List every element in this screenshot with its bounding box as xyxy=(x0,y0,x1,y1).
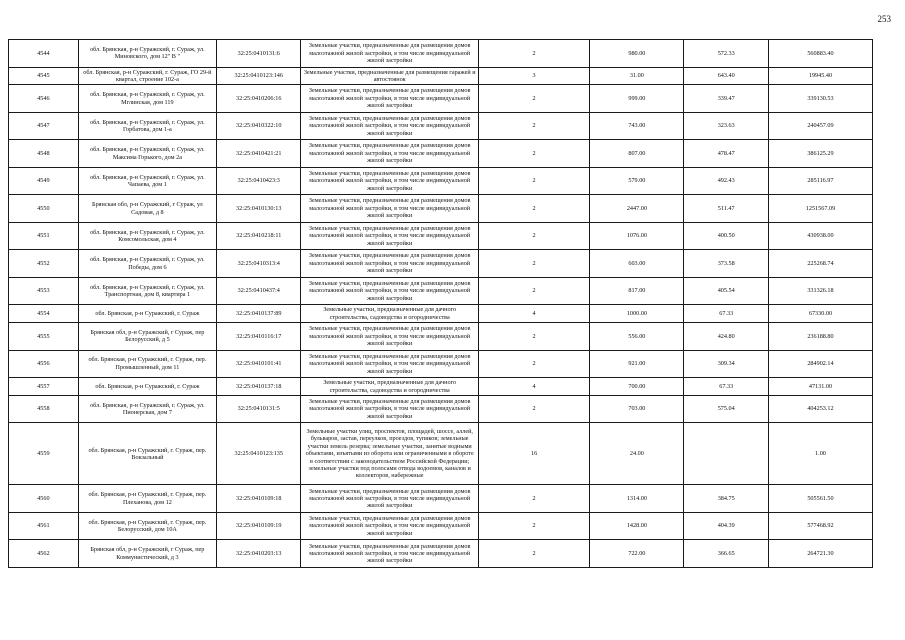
cadastral-value-cell: 284902.14 xyxy=(768,350,872,378)
table-row xyxy=(9,112,873,140)
use-group-cell: 2 xyxy=(478,167,589,195)
specific-value-cell: 309.34 xyxy=(684,350,768,378)
area-cell: 743.00 xyxy=(590,112,684,140)
table-row xyxy=(9,250,873,278)
table-row xyxy=(9,277,873,305)
land-use-cell: Земельные участки, предназначенные для размещения домов малоэтажной жилой застройки, в том числе индивидуальной жилой застройки xyxy=(301,40,478,68)
use-group-cell: 2 xyxy=(478,195,589,223)
table-row xyxy=(9,140,873,168)
row-number-cell: 4556 xyxy=(9,350,79,378)
row-number-cell: 4559 xyxy=(9,423,79,485)
cadastral-value-cell: 339130.53 xyxy=(768,85,872,113)
address-cell: Брянская обл, р-н Суражский, г Сураж, пер Белорусский, д 5 xyxy=(78,323,216,351)
table-row xyxy=(9,395,873,423)
specific-value-cell: 384.75 xyxy=(684,485,768,513)
use-group-cell: 2 xyxy=(478,485,589,513)
row-number-cell: 4550 xyxy=(9,195,79,223)
cadastral-value-cell: 47131.00 xyxy=(768,378,872,396)
row-number-cell: 4554 xyxy=(9,305,79,323)
cadastral-value-cell: 236188.80 xyxy=(768,323,872,351)
row-number-cell: 4555 xyxy=(9,323,79,351)
area-cell: 921.00 xyxy=(590,350,684,378)
cadastral-number-cell: 32:25:0410218:11 xyxy=(217,222,301,250)
table-row xyxy=(9,512,873,540)
cadastral-value-cell: 1251567.09 xyxy=(768,195,872,223)
row-number-cell: 4545 xyxy=(9,67,79,85)
address-cell: обл. Брянская, р-н Суражский, г. Сураж, пер. Белорусский, дом 10А xyxy=(78,512,216,540)
cadastral-number-cell: 32:25:0410137:89 xyxy=(217,305,301,323)
row-number-cell: 4552 xyxy=(9,250,79,278)
row-number-cell: 4553 xyxy=(9,277,79,305)
cadastral-number-cell: 32:25:0410109:19 xyxy=(217,512,301,540)
cadastral-number-cell: 32:25:0410109:18 xyxy=(217,485,301,513)
land-use-cell: Земельные участки, предназначенные для размещения домов малоэтажной жилой застройки, в том числе индивидуальной жилой застройки xyxy=(301,167,478,195)
cadastral-number-cell: 32:25:0410421:21 xyxy=(217,140,301,168)
specific-value-cell: 424.80 xyxy=(684,323,768,351)
specific-value-cell: 323.63 xyxy=(684,112,768,140)
area-cell: 2447.00 xyxy=(590,195,684,223)
cadastral-value-cell: 19945.40 xyxy=(768,67,872,85)
cadastral-value-cell: 1.00 xyxy=(768,423,872,485)
address-cell: обл. Брянская, р-н Суражский, г. Сураж, ул. Горбатова, дом 1-а xyxy=(78,112,216,140)
land-use-cell: Земельные участки, предназначенные для размещения домов малоэтажной жилой застройки, в том числе индивидуальной жилой застройки xyxy=(301,512,478,540)
row-number-cell: 4557 xyxy=(9,378,79,396)
table-row xyxy=(9,378,873,396)
address-cell: обл. Брянская, р-н Суражский, г. Сураж xyxy=(78,378,216,396)
use-group-cell: 2 xyxy=(478,140,589,168)
land-use-cell: Земельные участки, предназначенные для размещения домов малоэтажной жилой застройки, в том числе индивидуальной жилой застройки xyxy=(301,485,478,513)
cadastral-number-cell: 32:25:0410203:13 xyxy=(217,540,301,568)
cadastral-number-cell: 32:25:0410206:16 xyxy=(217,85,301,113)
use-group-cell: 2 xyxy=(478,350,589,378)
address-cell: обл. Брянская, р-н Суражский, г. Сураж, ул. Комсомольская, дом 4 xyxy=(78,222,216,250)
use-group-cell: 2 xyxy=(478,512,589,540)
cadastral-value-cell: 430938.00 xyxy=(768,222,872,250)
use-group-cell: 2 xyxy=(478,85,589,113)
specific-value-cell: 478.47 xyxy=(684,140,768,168)
use-group-cell: 2 xyxy=(478,540,589,568)
area-cell: 24.00 xyxy=(590,423,684,485)
use-group-cell: 2 xyxy=(478,323,589,351)
table-row xyxy=(9,85,873,113)
cadastral-value-table xyxy=(8,39,873,568)
land-use-cell: Земельные участки, предназначенные для дачного строительства, садоводства и огородничества xyxy=(301,378,478,396)
row-number-cell: 4558 xyxy=(9,395,79,423)
row-number-cell: 4544 xyxy=(9,40,79,68)
cadastral-number-cell: 32:25:0410137:18 xyxy=(217,378,301,396)
address-cell: обл. Брянская, р-н Суражский, г. Сураж, ул. Чапаева, дом 1 xyxy=(78,167,216,195)
land-use-cell: Земельные участки, предназначенные для размещения домов малоэтажной жилой застройки, в том числе индивидуальной жилой застройки xyxy=(301,222,478,250)
specific-value-cell: 339.47 xyxy=(684,85,768,113)
specific-value-cell: 643.40 xyxy=(684,67,768,85)
specific-value-cell: 492.43 xyxy=(684,167,768,195)
use-group-cell: 2 xyxy=(478,40,589,68)
table-body xyxy=(9,40,873,568)
cadastral-value-cell: 386125.29 xyxy=(768,140,872,168)
area-cell: 999.00 xyxy=(590,85,684,113)
cadastral-value-cell: 225268.74 xyxy=(768,250,872,278)
area-cell: 807.00 xyxy=(590,140,684,168)
address-cell: обл. Брянская, р-н Суражский, г. Сураж, ул. Пионерская, дом 7 xyxy=(78,395,216,423)
address-cell: обл. Брянская, р-н Суражский, г. Сураж, пер. Вокзальный xyxy=(78,423,216,485)
area-cell: 700.00 xyxy=(590,378,684,396)
cadastral-number-cell: 32:25:0410131:5 xyxy=(217,395,301,423)
land-use-cell: Земельные участки, предназначенные для размещения домов малоэтажной жилой застройки, в том числе индивидуальной жилой застройки xyxy=(301,395,478,423)
area-cell: 579.00 xyxy=(590,167,684,195)
use-group-cell: 16 xyxy=(478,423,589,485)
address-cell: обл. Брянская, р-н Суражский, г. Сураж, ГО 29-й квартал, строение 102-а xyxy=(78,67,216,85)
table-row xyxy=(9,423,873,485)
specific-value-cell: 67.33 xyxy=(684,305,768,323)
use-group-cell: 2 xyxy=(478,222,589,250)
row-number-cell: 4560 xyxy=(9,485,79,513)
row-number-cell: 4561 xyxy=(9,512,79,540)
specific-value-cell: 67.33 xyxy=(684,378,768,396)
specific-value-cell: 572.33 xyxy=(684,40,768,68)
specific-value-cell: 575.04 xyxy=(684,395,768,423)
land-use-cell: Земельные участки, предназначенные для размещения домов малоэтажной жилой застройки, в том числе индивидуальной жилой застройки xyxy=(301,112,478,140)
use-group-cell: 3 xyxy=(478,67,589,85)
land-use-cell: Земельные участки, предназначенные для размещения домов малоэтажной жилой застройки, в том числе индивидуальной жилой застройки xyxy=(301,250,478,278)
table-row xyxy=(9,485,873,513)
table-row xyxy=(9,222,873,250)
use-group-cell: 4 xyxy=(478,378,589,396)
cadastral-value-cell: 67330.00 xyxy=(768,305,872,323)
cadastral-number-cell: 32:25:0410116:17 xyxy=(217,323,301,351)
cadastral-number-cell: 32:25:0410101:41 xyxy=(217,350,301,378)
address-cell: обл. Брянская, р-н Суражский, г. Сураж, ул. Транспортная, дом 8, квартира 1 xyxy=(78,277,216,305)
area-cell: 1314.00 xyxy=(590,485,684,513)
land-use-cell: Земельные участки, предназначенные для размещения домов малоэтажной жилой застройки, в том числе индивидуальной жилой застройки xyxy=(301,350,478,378)
cadastral-value-cell: 331326.18 xyxy=(768,277,872,305)
area-cell: 1428.00 xyxy=(590,512,684,540)
land-use-cell: Земельные участки, предназначенные для размещения домов малоэтажной жилой застройки, в том числе индивидуальной жилой застройки xyxy=(301,140,478,168)
row-number-cell: 4562 xyxy=(9,540,79,568)
row-number-cell: 4547 xyxy=(9,112,79,140)
specific-value-cell: 404.39 xyxy=(684,512,768,540)
land-use-cell: Земельные участки улиц, проспектов, площадей, шоссе, аллей, бульваров, застав, переулков, проездов, тупиков; земельные участки земель резерва; земельные участки, занятые водными объектами, изъятыми из оборота или ограниченными в обороте в соответствии с законодательством Российской Федерации; земельные участки под полосами отвода водоемов, каналов и коллекторов, набережные xyxy=(301,423,478,485)
cadastral-number-cell: 32:25:0410322:10 xyxy=(217,112,301,140)
land-use-cell: Земельные участки, предназначенные для размещения домов малоэтажной жилой застройки, в том числе индивидуальной жилой застройки xyxy=(301,85,478,113)
cadastral-number-cell: 32:25:0410131:6 xyxy=(217,40,301,68)
area-cell: 556.00 xyxy=(590,323,684,351)
table-row xyxy=(9,40,873,68)
table-row xyxy=(9,323,873,351)
address-cell: Брянская обл, р-н Суражский, г Сураж, пер Коммунистический, д 3 xyxy=(78,540,216,568)
specific-value-cell: 405.54 xyxy=(684,277,768,305)
area-cell: 817.00 xyxy=(590,277,684,305)
area-cell: 1076.00 xyxy=(590,222,684,250)
table-row xyxy=(9,67,873,85)
land-use-cell: Земельные участки, предназначенные для размещения домов малоэтажной жилой застройки, в том числе индивидуальной жилой застройки xyxy=(301,323,478,351)
row-number-cell: 4551 xyxy=(9,222,79,250)
land-use-cell: Земельные участки, предназначенные для размещения домов малоэтажной жилой застройки, в том числе индивидуальной жилой застройки xyxy=(301,195,478,223)
cadastral-number-cell: 32:25:0410123:146 xyxy=(217,67,301,85)
cadastral-value-cell: 577468.92 xyxy=(768,512,872,540)
row-number-cell: 4548 xyxy=(9,140,79,168)
cadastral-number-cell: 32:25:0410313:4 xyxy=(217,250,301,278)
cadastral-number-cell: 32:25:0410423:3 xyxy=(217,167,301,195)
area-cell: 31.00 xyxy=(590,67,684,85)
use-group-cell: 2 xyxy=(478,277,589,305)
cadastral-value-cell: 505561.50 xyxy=(768,485,872,513)
use-group-cell: 2 xyxy=(478,250,589,278)
address-cell: обл. Брянская, р-н Суражский, г. Сураж, ул. Победы, дом 6 xyxy=(78,250,216,278)
table-row xyxy=(9,195,873,223)
specific-value-cell: 366.65 xyxy=(684,540,768,568)
specific-value-cell xyxy=(684,423,768,485)
cadastral-number-cell: 32:25:0410130:13 xyxy=(217,195,301,223)
land-use-cell: Земельные участки, предназначенные для размещения домов малоэтажной жилой застройки, в том числе индивидуальной жилой застройки xyxy=(301,540,478,568)
cadastral-number-cell: 32:25:0410123:135 xyxy=(217,423,301,485)
row-number-cell: 4546 xyxy=(9,85,79,113)
page-number: 253 xyxy=(877,14,891,24)
area-cell: 722.00 xyxy=(590,540,684,568)
cadastral-value-cell: 560883.40 xyxy=(768,40,872,68)
use-group-cell: 4 xyxy=(478,305,589,323)
area-cell: 980.00 xyxy=(590,40,684,68)
cadastral-value-cell: 404253.12 xyxy=(768,395,872,423)
cadastral-value-cell: 264721.30 xyxy=(768,540,872,568)
area-cell: 603.00 xyxy=(590,250,684,278)
table-row xyxy=(9,305,873,323)
land-use-cell: Земельные участки, предназначенные для дачного строительства, садоводства и огородничества xyxy=(301,305,478,323)
use-group-cell: 2 xyxy=(478,112,589,140)
address-cell: обл. Брянская, р-н Суражский, г. Сураж, ул. Максима Горького, дом 2а xyxy=(78,140,216,168)
address-cell: обл. Брянская, р-н Суражский, г. Сураж, пер. Промышленный, дом 11 xyxy=(78,350,216,378)
table-row xyxy=(9,350,873,378)
address-cell: обл. Брянская, р-н Суражский, г. Сураж, ул. Миновского, дом 12" В " xyxy=(78,40,216,68)
specific-value-cell: 373.58 xyxy=(684,250,768,278)
land-use-cell: Земельные участки, предназначенные для размещения домов малоэтажной жилой застройки, в том числе индивидуальной жилой застройки xyxy=(301,277,478,305)
address-cell: обл. Брянская, р-н Суражский, г. Сураж xyxy=(78,305,216,323)
table-row xyxy=(9,540,873,568)
cadastral-number-cell: 32:25:0410437:4 xyxy=(217,277,301,305)
table-row xyxy=(9,167,873,195)
area-cell: 703.00 xyxy=(590,395,684,423)
address-cell: обл. Брянская, р-н Суражский, г. Сураж, ул. Мглинская, дом 119 xyxy=(78,85,216,113)
address-cell: Брянская обл, р-н Суражский, г Сураж, ул Садовая, д 8 xyxy=(78,195,216,223)
specific-value-cell: 511.47 xyxy=(684,195,768,223)
area-cell: 1000.00 xyxy=(590,305,684,323)
use-group-cell: 2 xyxy=(478,395,589,423)
specific-value-cell: 400.50 xyxy=(684,222,768,250)
land-use-cell: Земельные участки, предназначенные для размещения гаражей и автостоянок xyxy=(301,67,478,85)
row-number-cell: 4549 xyxy=(9,167,79,195)
address-cell: обл. Брянская, р-н Суражский, г. Сураж, пер. Плеханова, дом 12 xyxy=(78,485,216,513)
cadastral-value-cell: 240457.09 xyxy=(768,112,872,140)
cadastral-value-cell: 285116.97 xyxy=(768,167,872,195)
